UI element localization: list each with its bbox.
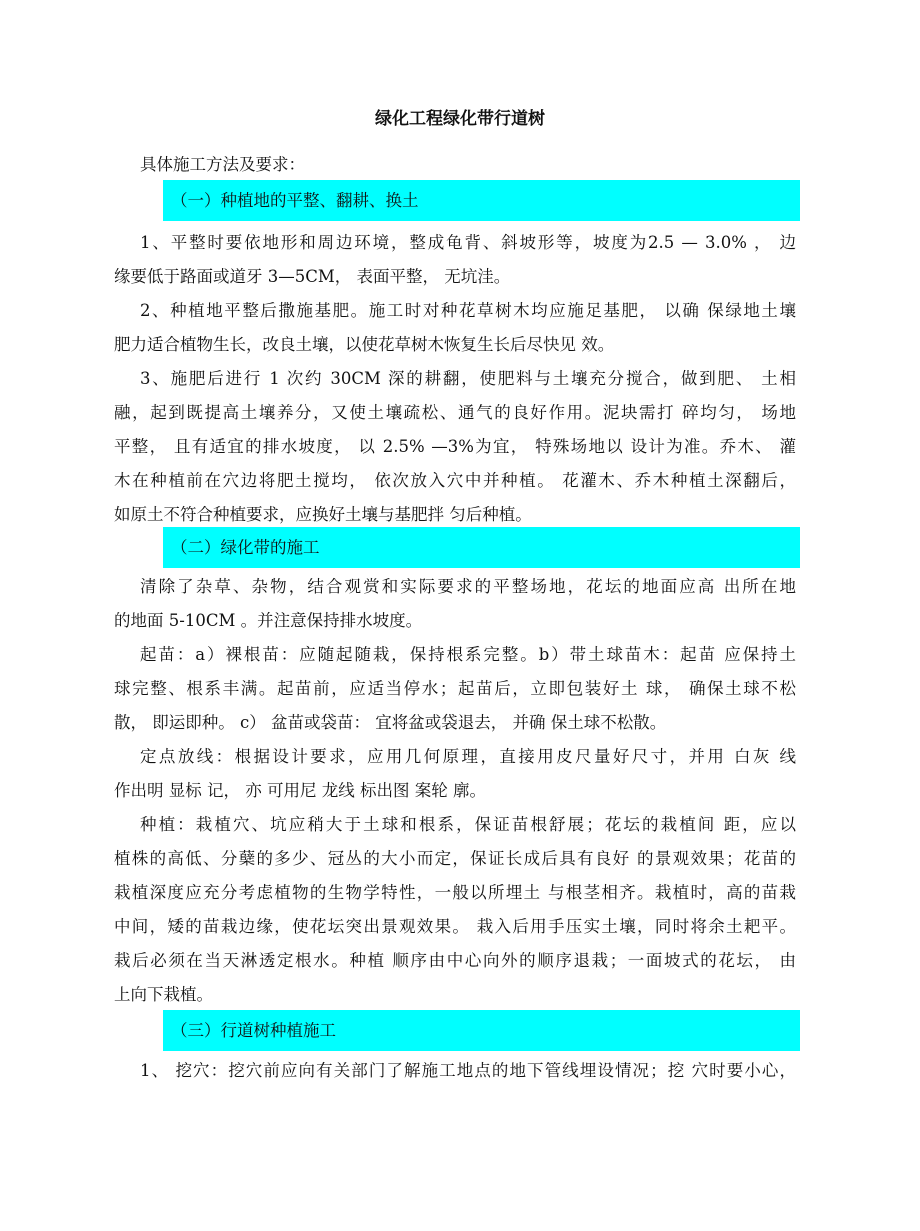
paragraph-line: 的地面 5-10CM 。并注意保持排水坡度。: [114, 611, 423, 630]
paragraph-line: 3、施肥后进行 1 次约 30CM 深的耕翻，使肥料与土壤充分搅合，做到肥、 土相: [140, 369, 796, 388]
section-heading: （二）绿化带的施工: [163, 527, 800, 568]
paragraph-line: 平整， 且有适宜的排水坡度， 以 2.5% —3%为宜， 特殊场地以 设计为准。乔木、 灌: [114, 437, 796, 456]
paragraph-line: 2、种植地平整后撒施基肥。施工时对种花草树木均应施足基肥， 以确 保绿地土壤: [140, 301, 796, 320]
paragraph-line: 定点放线：根据设计要求，应用几何原理，直接用皮尺量好尺寸，并用 白灰 线: [140, 747, 796, 766]
document-body: [114, 148, 796, 1088]
intro-text: 具体施工方法及要求：: [140, 155, 305, 174]
paragraph-line: 种植：栽植穴、坑应稍大于土球和根系，保证苗根舒展；花坛的栽植间 距，应以: [140, 815, 796, 834]
paragraph-line: 肥力适合植物生长，改良土壤，以使花草树木恢复生长后尽快见 效。: [114, 335, 615, 354]
paragraph-line: 上向下栽植。: [114, 985, 213, 1004]
document-title: 绿化工程绿化带行道树: [375, 109, 545, 129]
paragraph-line: 作出明 显标 记， 亦 可用尼 龙线 标出图 案轮 廓。: [114, 781, 486, 800]
section-heading: （三）行道树种植施工: [163, 1010, 800, 1051]
paragraph-line: 植株的高低、分蘖的多少、冠丛的大小而定，保证长成后具有良好 的景观效果；花苗的: [114, 849, 796, 868]
paragraph-line: 1、 挖穴：挖穴前应向有关部门了解施工地点的地下管线埋设情况；挖 穴时要小心，: [140, 1061, 796, 1080]
paragraph-line: 球完整、根系丰满。起苗前，应适当停水；起苗后，立即包装好土 球， 确保土球不松: [114, 679, 796, 698]
section-heading: （一）种植地的平整、翻耕、换土: [163, 180, 800, 221]
paragraph-line: 栽后必须在当天淋透定根水。种植 顺序由中心向外的顺序退栽；一面坡式的花坛， 由: [114, 951, 796, 970]
paragraph-line: 木在种植前在穴边将肥土搅均， 依次放入穴中并种植。 花灌木、乔木种植土深翻后，: [114, 471, 796, 490]
paragraph-line: 1、平整时要依地形和周边环境，整成龟背、斜坡形等，坡度为2.5 — 3.0% ， 边: [140, 233, 796, 252]
paragraph-line: 融，起到既提高土壤养分，又使土壤疏松、通气的良好作用。泥块需打 碎均匀， 场地: [114, 403, 796, 422]
paragraph-line: 散， 即运即种。 c） 盆苗或袋苗： 宜将盆或袋退去， 并确 保土球不松散。: [114, 713, 667, 732]
paragraph-line: 缘要低于路面或道牙 3—5CM， 表面平整， 无坑洼。: [114, 267, 511, 286]
paragraph-line: 起苗：a）裸根苗：应随起随栽，保持根系完整。b）带土球苗木：起苗 应保持土: [140, 645, 796, 664]
paragraph-line: 清除了杂草、杂物，结合观赏和实际要求的平整场地，花坛的地面应高 出所在地: [140, 577, 796, 596]
paragraph-line: 中间，矮的苗栽边缘，使花坛突出景观效果。 栽入后用手压实土壤，同时将余土耙平。: [114, 917, 796, 936]
paragraph-line: 如原土不符合种植要求，应换好土壤与基肥拌 匀后种植。: [114, 505, 532, 524]
paragraph-line: 栽植深度应充分考虑植物的生物学特性，一般以所埋土 与根茎相齐。栽植时，高的苗栽: [114, 883, 796, 902]
